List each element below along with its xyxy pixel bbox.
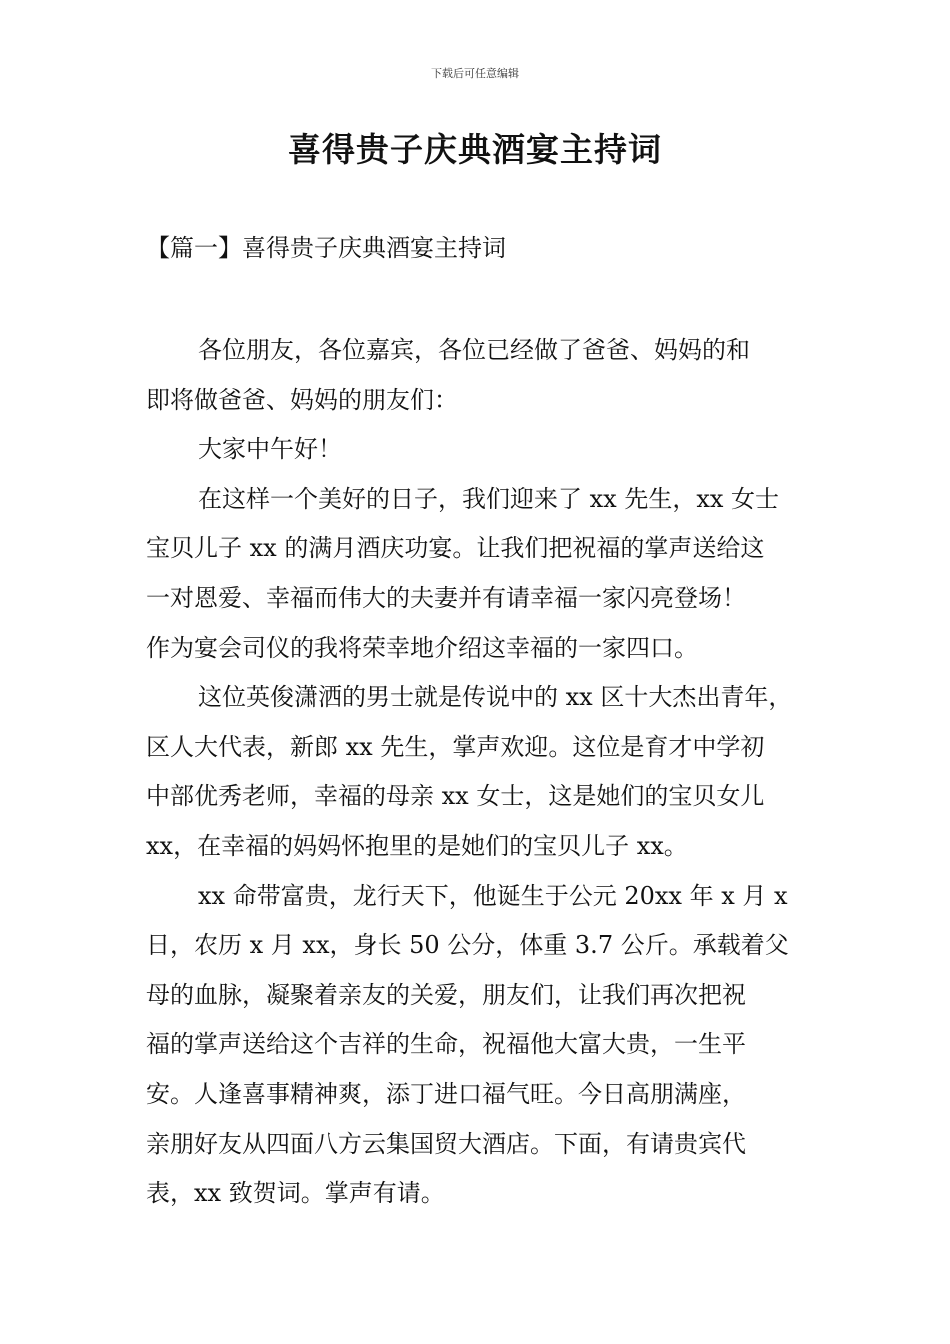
body-text <box>146 330 806 1223</box>
section-heading: 【篇一】喜得贵子庆典酒宴主持词 <box>146 234 506 262</box>
body-line: 中部优秀老师，幸福的母亲 xx 女士，这是她们的宝贝女儿 <box>146 782 765 811</box>
body-line: xx，在幸福的妈妈怀抱里的是她们的宝贝儿子 xx。 <box>146 831 688 860</box>
body-line: 大家中午好！ <box>198 435 342 464</box>
body-line: 一对恩爱、幸福而伟大的夫妻并有请幸福一家闪亮登场！ <box>146 583 746 612</box>
body-line: 区人大代表，新郎 xx 先生，掌声欢迎。这位是育才中学初 <box>146 732 765 761</box>
body-line: 福的掌声送给这个吉祥的生命，祝福他大富大贵，一生平 <box>146 1030 746 1059</box>
body-line: 在这样一个美好的日子，我们迎来了 xx 先生，xx 女士 <box>198 484 780 513</box>
body-line: 各位朋友，各位嘉宾，各位已经做了爸爸、妈妈的和 <box>198 336 750 364</box>
header-note: 下载后可任意编辑 <box>431 67 519 80</box>
body-line: 这位英俊潇洒的男士就是传说中的 xx 区十大杰出青年， <box>198 683 793 712</box>
body-line: 表，xx 致贺词。掌声有请。 <box>146 1179 445 1208</box>
document-title: 喜得贵子庆典酒宴主持词 <box>288 130 662 169</box>
body-line: xx 命带富贵，龙行天下，他诞生于公元 20xx 年 x 月 x <box>198 881 788 910</box>
body-line: 亲朋好友从四面八方云集国贸大酒店。下面，有请贵宾代 <box>146 1129 746 1158</box>
body-line: 即将做爸爸、妈妈的朋友们： <box>146 385 458 414</box>
body-line: 作为宴会司仪的我将荣幸地介绍这幸福的一家四口。 <box>146 633 698 662</box>
body-line: 日，农历 x 月 xx，身长 50 公分，体重 3.7 公斤。承载着父 <box>146 931 789 960</box>
body-line: 母的血脉，凝聚着亲友的关爱，朋友们，让我们再次把祝 <box>146 980 746 1009</box>
body-line: 宝贝儿子 xx 的满月酒庆功宴。让我们把祝福的掌声送给这 <box>146 534 765 563</box>
body-line: 安。人逢喜事精神爽，添丁进口福气旺。今日高朋满座， <box>146 1079 746 1108</box>
